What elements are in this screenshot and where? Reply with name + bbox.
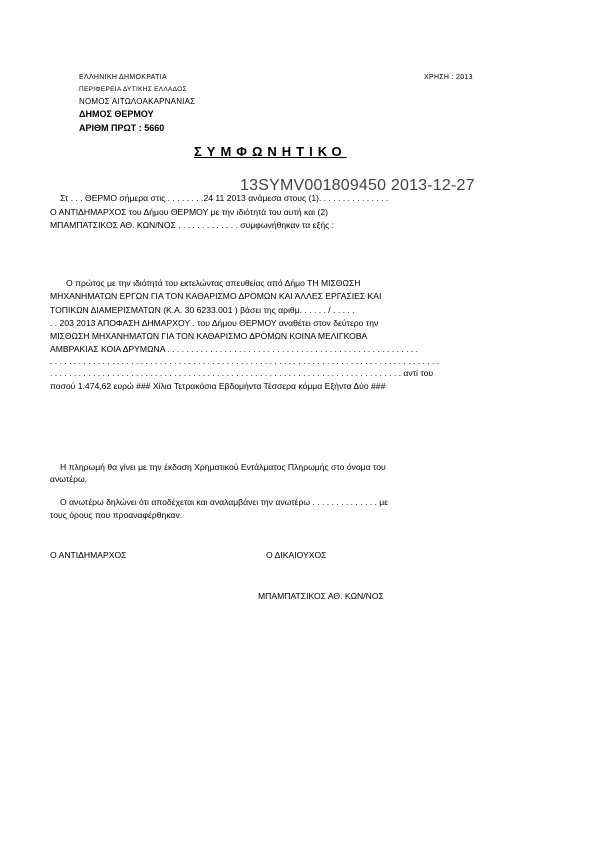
payment-line-1: Η πληρωμή θα γίνει με την έκδοση Χρηματικού Εντάλματος Πληρωμής στο όνομα του <box>60 462 386 472</box>
body-line-3: ΤΟΠΙΚΩΝ ΔΙΑΜΕΡΙΣΜΑΤΩΝ (Κ.Α. 30 6233.001 ) βάσει της αριθμ. . . . . . / . . . . . <box>50 305 355 315</box>
intro-line-1: Στ . . . ΘΕΡΜΟ σήμερα στις . . . . . . . .24 11 2013 ανάμεσα στους (1). . . . . . . . . . . . . . . <box>60 193 389 203</box>
document-id-watermark: 13SYMV001809450 2013-12-27 <box>240 177 475 194</box>
signature-beneficiary-label: Ο ΔΙΚΑΙΟΥΧΟΣ <box>266 550 327 560</box>
body-line-7: . . . . . . . . . . . . . . . . . . . . . . . . . . . . . . . . . . . . . . . . . . . . . . . . . . . . . . . . . . . . . . . . . . . . . . . . . . . . . . . . . . <box>50 356 440 366</box>
payment-line-3: Ο ανωτέρω δηλώνει ότι αποδέχεται και αναλαμβάνει την ανωτέρω . . . . . . . . . . . . . . με <box>60 497 389 507</box>
header-protocol-number: ΑΡΙΘΜ ΠΡΩΤ : 5660 <box>79 123 165 133</box>
intro-line-3: ΜΠΑΜΠΑΤΣΙΚΟΣ ΑΘ. ΚΩΝ/ΝΟΣ . . . . . . . . . . . . . συμφωνήθηκαν τα εξής : <box>50 220 335 230</box>
payment-line-4: τους όρους που προαναφέρθηκαν. <box>50 510 183 520</box>
payment-line-2: ανωτέρω. <box>50 474 88 484</box>
body-line-5: ΜΙΣΘΩΣΗ ΜΗΧΑΝΗΜΑΤΩΝ ΓΙΑ ΤΟΝ ΚΑΘΑΡΙΣΜΟ ΔΡΟΜΩΝ ΚΟΙΝΑ ΜΕΛΙΓΚΟΒΑ <box>50 331 368 341</box>
intro-line-2: Ο ΑΝΤΙΔΗΜΑΡΧΟΣ του Δήμου ΘΕΡΜΟΥ με την ιδιότητά του αυτή και (2) <box>50 207 328 217</box>
header-year: ΧΡΗΣΗ : 2013 <box>424 74 473 81</box>
body-line-1: Ο πρώτος με την ιδιότητά του εκτελώντας απευθείας από Δήμο ΤΗ ΜΙΣΘΩΣΗ <box>66 278 361 288</box>
header-line-prefecture: ΝΟΜΟΣ ΑΙΤΩΛΟΑΚΑΡΝΑΝΙΑΣ <box>79 97 196 106</box>
header-line-region: ΠΕΡΙΦΕΡΕΙΑ ΔΥΤΙΚΗΣ ΕΛΛΑΔΟΣ <box>79 86 187 93</box>
header-line-municipality: ΔΗΜΟΣ ΘΕΡΜΟΥ <box>79 109 154 119</box>
body-line-6: ΑΜΒΡΑΚΙΑΣ ΚΟΙΑ ΔΡΥΜΩΝΑ . . . . . . . . . . . . . . . . . . . . . . . . . . . . . . . . . . . . . . . . . . . . . . . . . . . . . <box>50 344 419 354</box>
body-line-8: . . . . . . . . . . . . . . . . . . . . . . . . . . . . . . . . . . . . . . . . . . . . . . . . . . . . . . . . . . . . . . . . . . . . . . . . . . αντί του <box>50 368 434 378</box>
body-line-4: . . 203 2013 ΑΠΟΦΑΣΗ ΔΗΜΑΡΧΟΥ . του Δήμου ΘΕΡΜΟΥ αναθέτει στον δεύτερο την <box>50 318 379 328</box>
body-amount-line: ποσού 1.474,62 ευρώ ### Χίλια Τετρακόσια Εβδομήντα Τέσσερα κόμμα Εξήντα Δύο ### <box>50 381 386 391</box>
body-line-2: ΜΗΧΑΝΗΜΑΤΩΝ ΕΡΓΩΝ ΓΙΑ ΤΟΝ ΚΑΘΑΡΙΣΜΟ ΔΡΟΜΩΝ ΚΑΙ ΆΛΛΕΣ ΕΡΓΑΣΙΕΣ ΚΑΙ <box>50 291 382 301</box>
signature-deputy-mayor-label: Ο ΑΝΤΙΔΗΜΑΡΧΟΣ <box>50 550 127 560</box>
page-title: ΣΥΜΦΩΝΗΤΙΚΟ <box>194 144 347 159</box>
signature-beneficiary-name: ΜΠΑΜΠΑΤΣΙΚΟΣ ΑΘ. ΚΩΝ/ΝΟΣ <box>258 591 384 601</box>
header-line-country: ΕΛΛΗΝΙΚΗ ΔΗΜΟΚΡΑΤΙΑ <box>79 74 167 81</box>
